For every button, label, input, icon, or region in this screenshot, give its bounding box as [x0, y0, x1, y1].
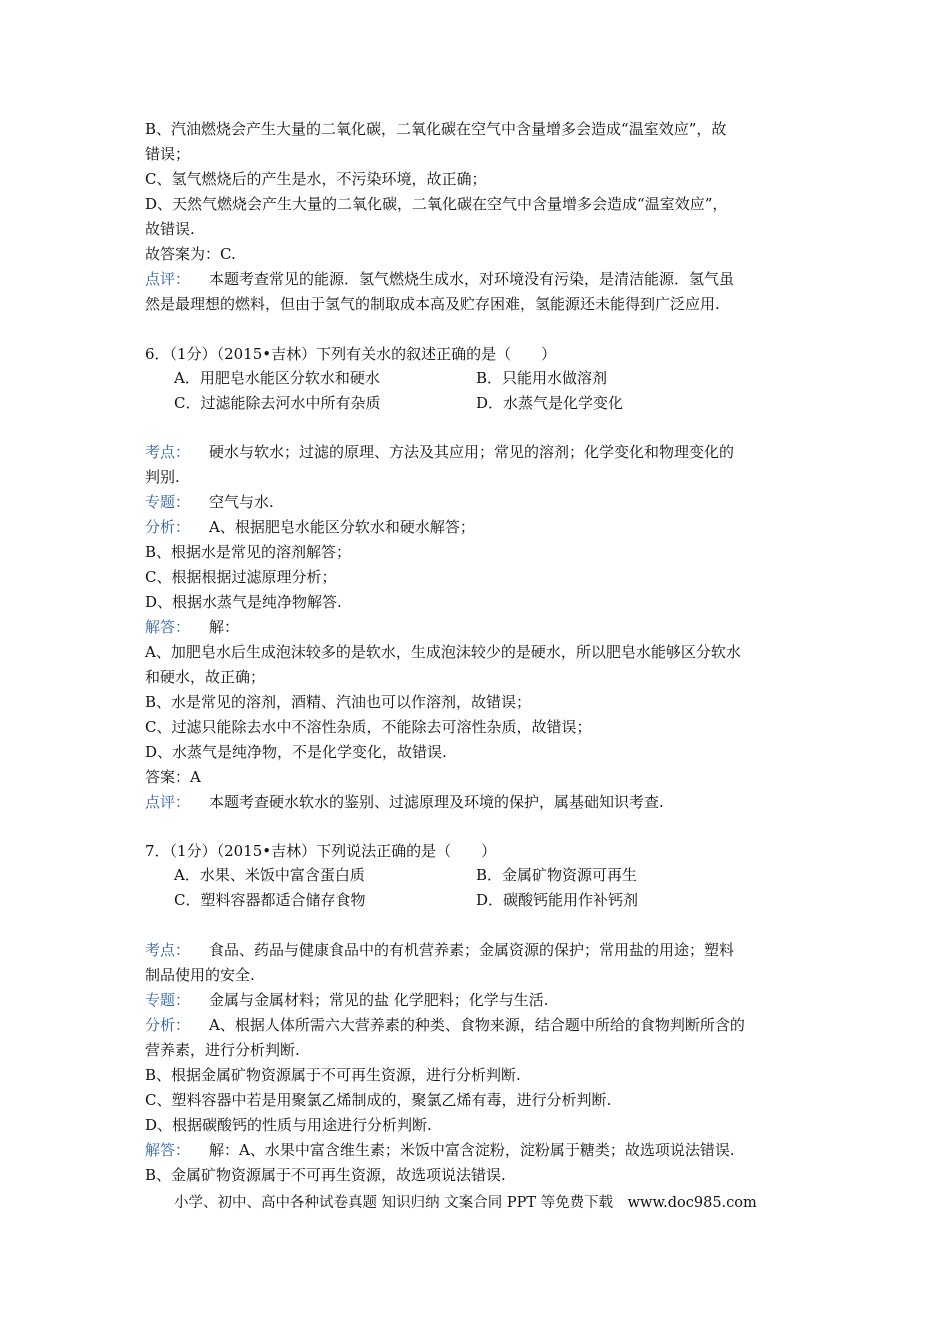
zhuanti-text: 空气与水. [209, 493, 274, 511]
text-line: 制品使用的安全. [145, 966, 255, 984]
page-footer: 小学、初中、高中各种试卷真题 知识归纳 文案合同 PPT 等免费下载 www.doc985.com [174, 1195, 757, 1211]
kaodian-line [145, 939, 734, 961]
text-line: D、根据水蒸气是纯净物解答. [145, 593, 342, 611]
answer-line: 答案：A [145, 768, 201, 786]
text-line: 和硬水，故正确； [145, 668, 266, 686]
text-line: 错误； [145, 145, 191, 163]
comment-text: 本题考查硬水软水的鉴别、过滤原理及环境的保护，属基础知识考查. [209, 793, 664, 811]
kaodian-label: 考点： [145, 443, 191, 461]
zhuanti-line [145, 491, 274, 513]
jieda-text: 解： [209, 618, 240, 636]
question-6-option-a: A．用肥皂水能区分软水和硬水 [174, 369, 380, 387]
text-line: 判别. [145, 468, 180, 486]
text-line: B、根据水是常见的溶剂解答； [145, 543, 352, 561]
text-line: 然是最理想的燃料，但由于氢气的制取成本高及贮存困难，氢能源还未能得到广泛应用. [145, 295, 720, 313]
text-line: B、水是常见的溶剂，酒精、汽油也可以作溶剂，故错误； [145, 693, 532, 711]
kaodian-label: 考点： [145, 941, 191, 959]
fenxi-label: 分析： [145, 1016, 191, 1034]
question-6-stem: 6．（1分）（2015•吉林）下列有关水的叙述正确的是（ ） [145, 345, 557, 363]
comment-label: 点评： [145, 270, 191, 288]
question-6-option-c: C．过滤能除去河水中所有杂质 [174, 394, 381, 412]
comment-label: 点评： [145, 793, 191, 811]
fenxi-text: A、根据人体所需六大营养素的种类、食物来源，结合题中所给的食物判断所含的 [209, 1016, 745, 1034]
jieda-label: 解答： [145, 1141, 191, 1159]
zhuanti-text: 金属与金属材料；常见的盐 化学肥料；化学与生活. [209, 991, 549, 1009]
fenxi-text: A、根据肥皂水能区分软水和硬水解答； [209, 518, 475, 536]
text-line: D、根据碳酸钙的性质与用途进行分析判断. [145, 1116, 432, 1134]
fenxi-line [145, 1014, 745, 1036]
jieda-text: 解：A、水果中富含维生素；米饭中富含淀粉，淀粉属于糖类；故选项说法错误. [209, 1141, 735, 1159]
comment-text: 本题考查常见的能源．氢气燃烧生成水，对环境没有污染，是清洁能源．氢气虽 [209, 270, 735, 288]
text-line: B、汽油燃烧会产生大量的二氧化碳，二氧化碳在空气中含量增多会造成“温室效应”，故 [145, 120, 727, 138]
jieda-line [145, 616, 239, 638]
kaodian-line [145, 441, 734, 463]
question-7-stem: 7．（1分）（2015•吉林）下列说法正确的是（ ） [145, 842, 497, 860]
text-line: C、根据根据过滤原理分析； [145, 568, 337, 586]
jieda-line [145, 1139, 735, 1161]
text-line: 故错误. [145, 220, 195, 238]
zhuanti-label: 专题： [145, 493, 191, 511]
comment-line [145, 268, 734, 290]
kaodian-text: 食品、药品与健康食品中的有机营养素；金属资源的保护；常用盐的用途；塑料 [209, 941, 735, 959]
text-line: A、加肥皂水后生成泡沫较多的是软水，生成泡沫较少的是硬水，所以肥皂水能够区分软水 [145, 643, 741, 661]
text-line: 营养素，进行分析判断. [145, 1041, 300, 1059]
jieda-label: 解答： [145, 618, 191, 636]
text-line: 故答案为：C. [145, 245, 236, 263]
zhuanti-line [145, 989, 549, 1011]
text-line: C、塑料容器中若是用聚氯乙烯制成的，聚氯乙烯有毒，进行分析判断. [145, 1091, 612, 1109]
fenxi-label: 分析： [145, 518, 191, 536]
question-7-option-c: C．塑料容器都适合储存食物 [174, 891, 366, 909]
text-line: B、根据金属矿物资源属于不可再生资源，进行分析判断. [145, 1066, 521, 1084]
question-7-option-a: A．水果、米饭中富含蛋白质 [174, 866, 365, 884]
kaodian-text: 硬水与软水；过滤的原理、方法及其应用；常见的溶剂；化学变化和物理变化的 [209, 443, 735, 461]
question-6-option-b: B．只能用水做溶剂 [476, 369, 608, 387]
fenxi-line [145, 516, 475, 538]
comment-line [145, 791, 664, 813]
text-line: B、金属矿物资源属于不可再生资源，故选项说法错误. [145, 1166, 506, 1184]
zhuanti-label: 专题： [145, 991, 191, 1009]
text-line: C、过滤只能除去水中不溶性杂质，不能除去可溶性杂质，故错误； [145, 718, 592, 736]
question-7-option-b: B．金属矿物资源可再生 [476, 866, 638, 884]
text-line: D、天然气燃烧会产生大量的二氧化碳，二氧化碳在空气中含量增多会造成“温室效应”， [145, 195, 728, 213]
text-line: D、水蒸气是纯净物，不是化学变化，故错误. [145, 743, 447, 761]
question-7-option-d: D．碳酸钙能用作补钙剂 [476, 891, 639, 909]
text-line: C、氢气燃烧后的产生是水，不污染环境，故正确； [145, 170, 487, 188]
question-6-option-d: D．水蒸气是化学变化 [476, 394, 624, 412]
